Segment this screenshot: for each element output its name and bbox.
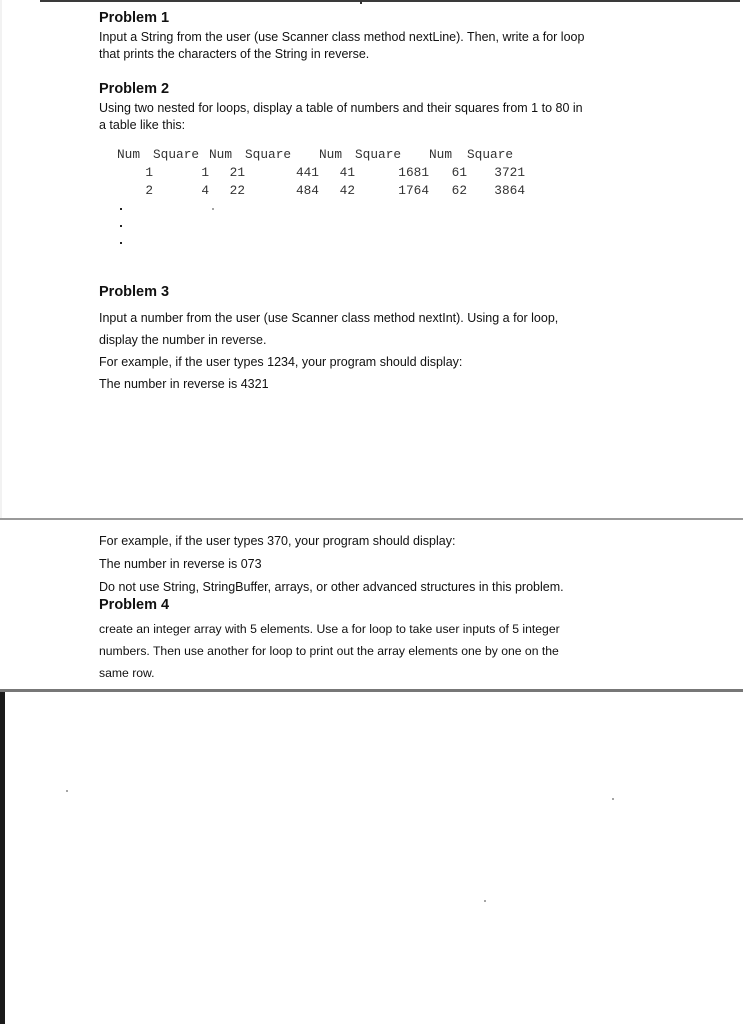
table-row bbox=[117, 164, 525, 182]
problem-3-title: Problem 3 bbox=[99, 284, 170, 300]
dot bbox=[120, 208, 122, 210]
problem-3-cont-line-1: For example, if the user types 370, your program should display: bbox=[99, 534, 456, 548]
problem-1-line-2: that prints the characters of the String in reverse. bbox=[99, 47, 370, 61]
scan-mark bbox=[360, 1, 362, 4]
problem-1 bbox=[99, 9, 659, 63]
problem-4 bbox=[99, 596, 659, 684]
problem-3-cont-line-2: The number in reverse is 073 bbox=[99, 557, 262, 571]
squares-table bbox=[117, 146, 525, 200]
table-header-cell: Square bbox=[245, 147, 292, 162]
problem-3-line-4: The number in reverse is 4321 bbox=[99, 377, 269, 391]
scan-speck bbox=[212, 208, 214, 210]
table-header-cell: Square bbox=[355, 147, 402, 162]
table-cell: 441 bbox=[295, 165, 319, 180]
scan-speck bbox=[612, 798, 614, 800]
problem-2-line-1: Using two nested for loops, display a table of numbers and their squares from 1 to 80 in bbox=[99, 101, 583, 115]
table-header-cell: Square bbox=[153, 147, 200, 162]
table-cell: 3864 bbox=[494, 183, 525, 198]
table-header-cell: Num bbox=[117, 147, 141, 162]
table-cell: 4 bbox=[201, 183, 209, 198]
problem-1-text bbox=[99, 29, 659, 63]
table-cell: 484 bbox=[295, 183, 319, 198]
scan-top-edge bbox=[40, 0, 740, 2]
table-cell: 61 bbox=[451, 165, 467, 180]
problem-2-title: Problem 2 bbox=[99, 81, 170, 97]
table-cell: 21 bbox=[229, 165, 245, 180]
table-cell: 22 bbox=[229, 183, 245, 198]
scan-page-break bbox=[0, 518, 743, 520]
problem-1-title: Problem 1 bbox=[99, 10, 170, 26]
problem-3-text bbox=[99, 307, 659, 395]
table-row bbox=[117, 182, 525, 200]
problem-3-continued bbox=[99, 530, 659, 599]
scan-left-edge bbox=[0, 0, 2, 518]
table-cell: 1 bbox=[145, 165, 153, 180]
problem-2-text bbox=[99, 100, 659, 134]
problem-3-continued-text bbox=[99, 530, 659, 599]
problem-1-line-1: Input a String from the user (use Scanner class method nextLine). Then, write a for loop bbox=[99, 30, 585, 44]
table-header-cell: Num bbox=[429, 147, 453, 162]
table-cell: 1 bbox=[201, 165, 209, 180]
problem-3 bbox=[99, 283, 659, 395]
table-cell: 1764 bbox=[398, 183, 429, 198]
table-header-row bbox=[117, 146, 525, 164]
table-cell: 2 bbox=[145, 183, 153, 198]
problem-3-line-1: Input a number from the user (use Scanner class method nextInt). Using a for loop, bbox=[99, 311, 559, 325]
problem-2-line-2: a table like this: bbox=[99, 118, 186, 132]
table-header-cell: Square bbox=[467, 147, 514, 162]
problem-3-cont-line-3: Do not use String, StringBuffer, arrays, or other advanced structures in this problem. bbox=[99, 580, 564, 594]
problem-4-line-2: numbers. Then use another for loop to print out the array elements one by one on the bbox=[99, 644, 559, 658]
problem-4-line-1: create an integer array with 5 elements. Use a for loop to take user inputs of 5 integer bbox=[99, 622, 560, 636]
problem-2 bbox=[99, 80, 659, 134]
scan-speck bbox=[66, 790, 68, 792]
scan-left-shadow bbox=[0, 692, 5, 1024]
dot bbox=[120, 225, 122, 227]
table-header-cell: Num bbox=[319, 147, 343, 162]
table-cell: 3721 bbox=[494, 165, 525, 180]
table-header-cell: Num bbox=[209, 147, 233, 162]
dot bbox=[120, 242, 122, 244]
table-cell: 62 bbox=[451, 183, 467, 198]
table-cell: 42 bbox=[339, 183, 355, 198]
problem-3-line-3: For example, if the user types 1234, your program should display: bbox=[99, 355, 463, 369]
problem-4-title: Problem 4 bbox=[99, 597, 170, 613]
problem-4-text bbox=[99, 618, 659, 684]
problem-3-line-2: display the number in reverse. bbox=[99, 333, 267, 347]
table-cell: 1681 bbox=[398, 165, 429, 180]
problem-4-line-3: same row. bbox=[99, 666, 155, 680]
table-cell: 41 bbox=[339, 165, 355, 180]
scan-speck bbox=[484, 900, 486, 902]
scan-bottom-edge bbox=[0, 689, 743, 692]
